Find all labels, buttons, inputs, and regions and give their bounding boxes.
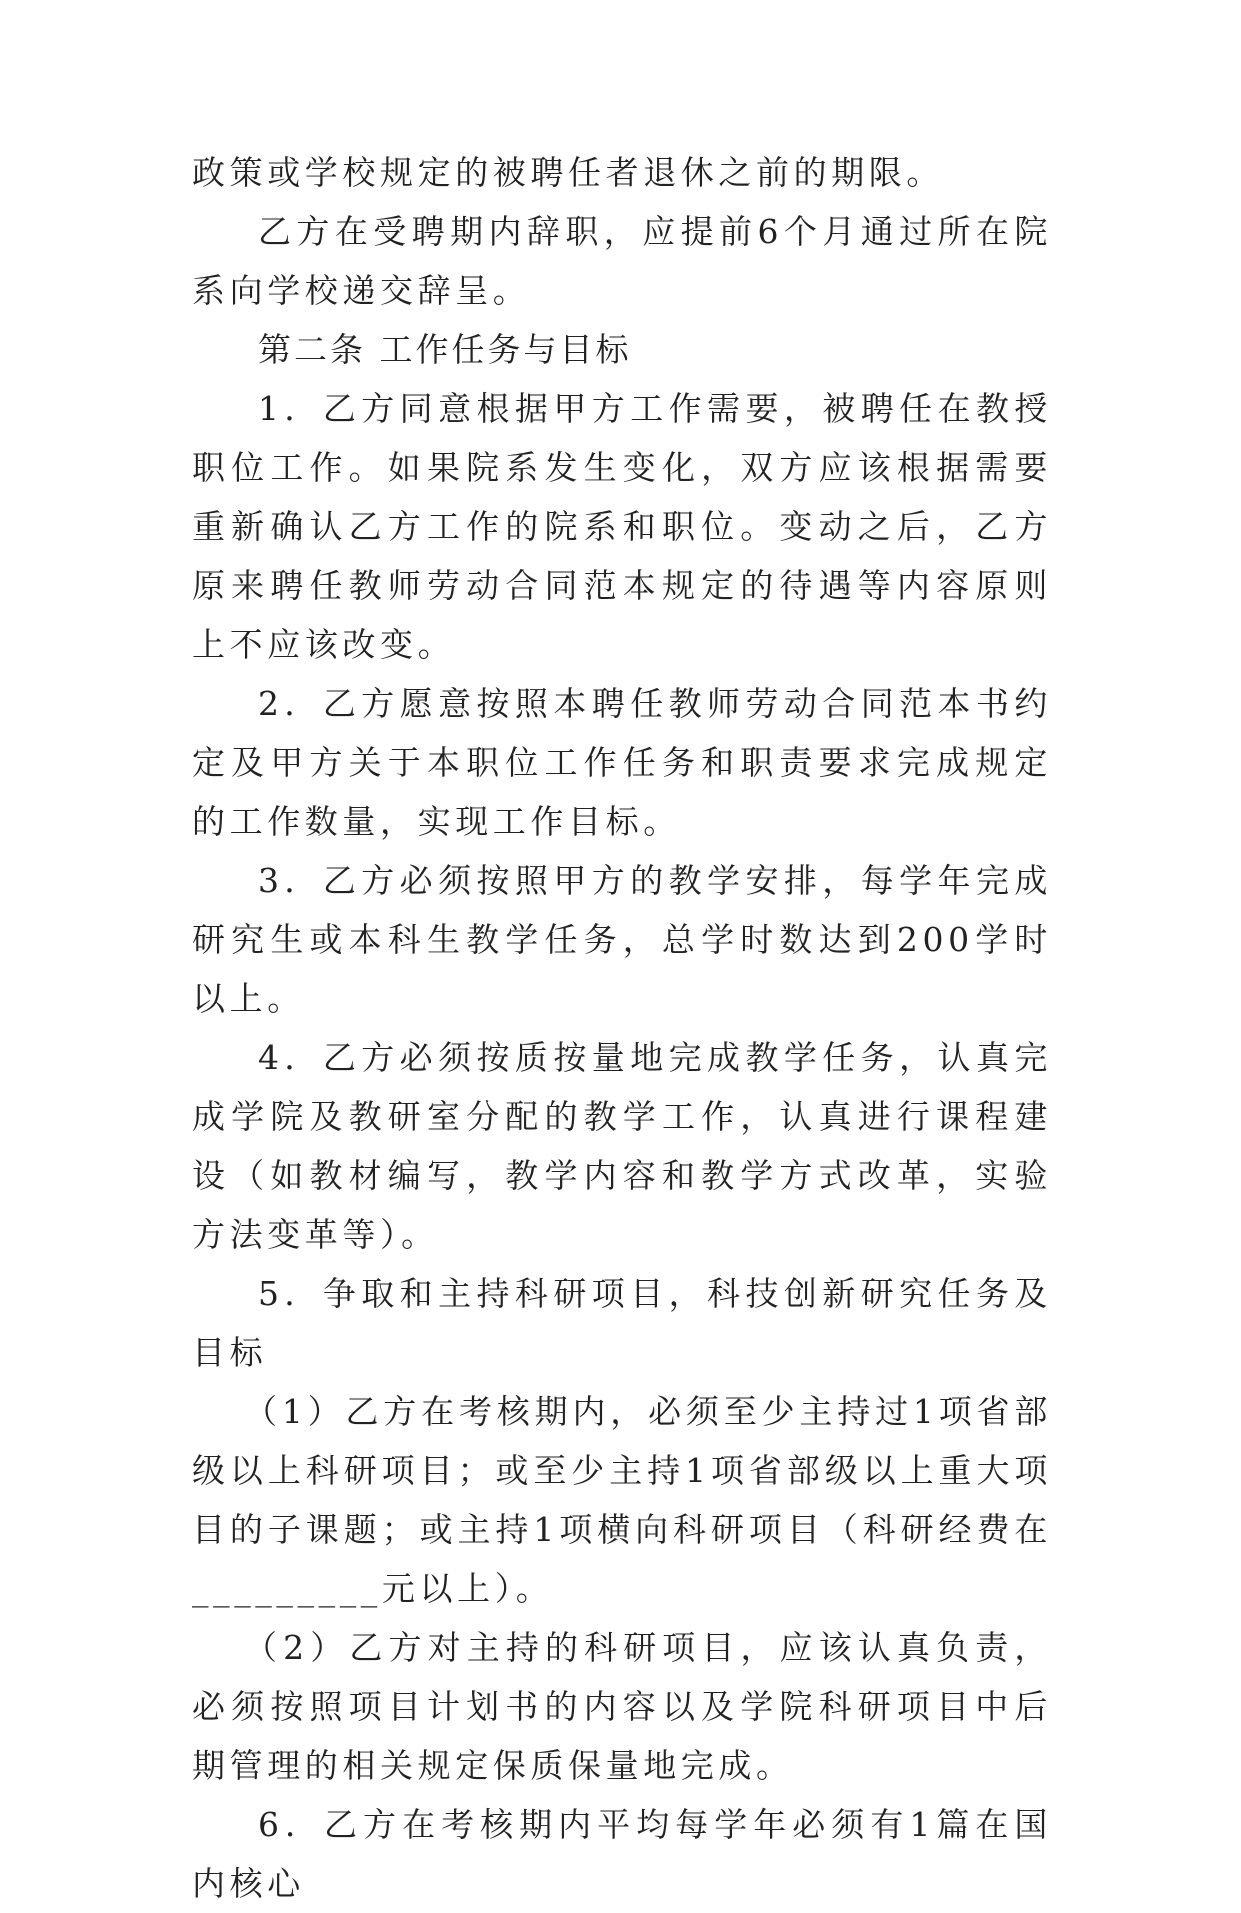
paragraph-item-5: 5．争取和主持科研项目，科技创新研究任务及目标: [192, 1274, 1052, 1372]
paragraph-item-5-sub-1: （1）乙方在考核期内，必须至少主持过1项省部级以上科研项目；或至少主持1项省部级以上重大项目的子课题；或主持1项横向科研项目（科研经费在_________元以上）。: [192, 1392, 1052, 1608]
paragraph-item-5-sub-2: （2）乙方对主持的科研项目，应该认真负责，必须按照项目计划书的内容以及学院科研项目中后期管理的相关规定保质保量地完成。: [192, 1628, 1052, 1785]
paragraph-item-1: 1．乙方同意根据甲方工作需要，被聘任在教授职位工作。如果院系发生变化，双方应该根据需要重新确认乙方工作的院系和职位。变动之后，乙方原来聘任教师劳动合同范本规定的待遇等内容原则上不应该改变。: [192, 389, 1052, 664]
section-heading-article-2: 第二条 工作任务与目标: [258, 330, 632, 369]
paragraph-item-2: 2．乙方愿意按照本聘任教师劳动合同范本书约定及甲方关于本职位工作任务和职责要求完成规定的工作数量，实现工作目标。: [192, 684, 1052, 841]
paragraph-resignation: 乙方在受聘期内辞职，应提前6个月通过所在院系向学校递交辞呈。: [192, 212, 1052, 310]
paragraph-term-limit: 政策或学校规定的被聘任者退休之前的期限。: [192, 153, 944, 192]
paragraph-item-4: 4．乙方必须按质按量地完成教学任务，认真完成学院及教研室分配的教学工作，认真进行课程建设（如教材编写，教学内容和教学方式改革，实验方法变革等）。: [192, 1038, 1052, 1254]
paragraph-item-3: 3．乙方必须按照甲方的教学安排，每学年完成研究生或本科生教学任务，总学时数达到200学时以上。: [192, 861, 1052, 1018]
paragraph-item-6: 6．乙方在考核期内平均每学年必须有1篇在国内核心: [192, 1805, 1052, 1903]
document-page: [192, 143, 1052, 1913]
